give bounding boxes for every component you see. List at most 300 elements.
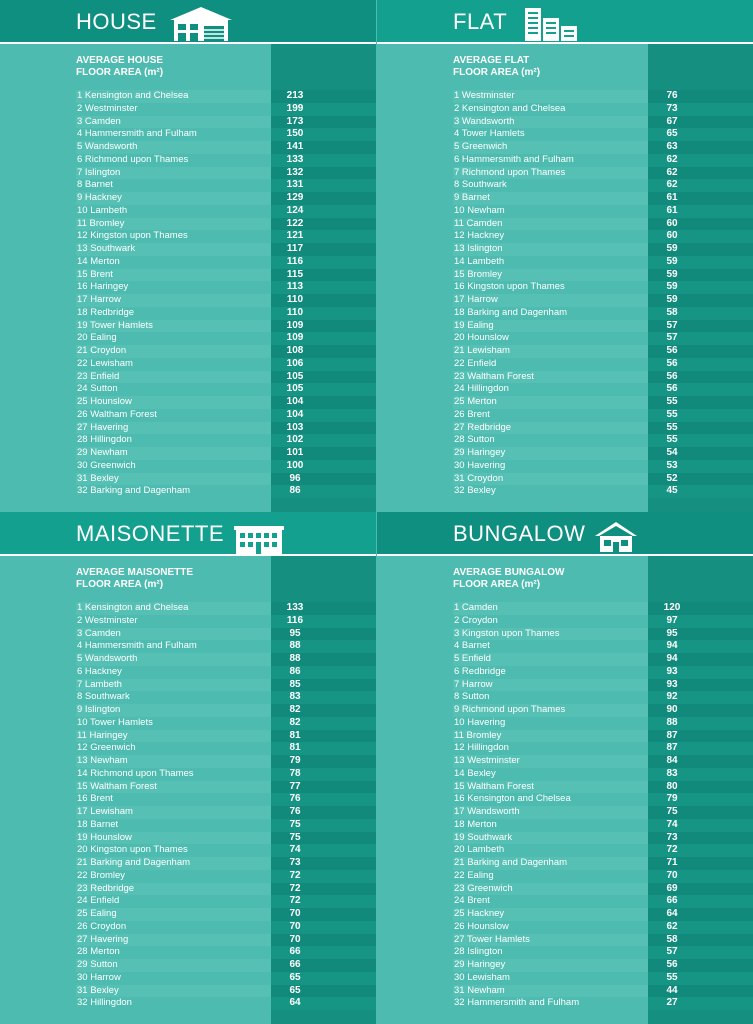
list-item — [377, 243, 753, 256]
list-item — [0, 409, 376, 422]
borough-label: 16 Brent — [77, 793, 113, 805]
borough-label: 24 Sutton — [77, 383, 118, 395]
floor-area-value: 104 — [286, 408, 304, 420]
borough-label: 16 Kensington and Chelsea — [454, 793, 571, 805]
floor-area-value: 81 — [289, 742, 301, 754]
floor-area-value: 72 — [289, 882, 301, 894]
list-item — [0, 819, 376, 832]
list-item — [377, 755, 753, 768]
borough-label: 29 Haringey — [454, 959, 506, 970]
borough-label: 31 Bexley — [77, 472, 119, 484]
borough-label: 20 Kingston upon Thames — [77, 844, 188, 856]
list-item — [377, 409, 753, 422]
floor-area-value: 55 — [666, 434, 678, 446]
borough-label: 12 Hackney — [454, 230, 505, 242]
borough-label: 30 Havering — [454, 459, 506, 471]
borough-label: 6 Redbridge — [454, 665, 506, 677]
borough-label: 1 Westminster — [454, 90, 515, 101]
floor-area-value: 77 — [289, 780, 301, 792]
list-item — [377, 640, 753, 653]
list-item — [377, 422, 753, 435]
floor-area-value: 94 — [666, 640, 678, 652]
borough-label: 20 Lambeth — [454, 844, 505, 856]
list-item — [377, 946, 753, 959]
list-item — [0, 320, 376, 333]
borough-label: 15 Brent — [77, 268, 113, 280]
list-item — [377, 485, 753, 498]
borough-label: 19 Hounslow — [77, 831, 132, 843]
panel-header — [0, 512, 376, 556]
panel-subtitle: AVERAGE HOUSE FLOOR AREA (m²) — [76, 55, 164, 78]
list-item — [0, 666, 376, 679]
borough-label: 32 Hammersmith and Fulham — [454, 997, 580, 1009]
borough-label: 20 Hounslow — [454, 332, 509, 344]
floor-area-value: 66 — [666, 895, 678, 907]
borough-label: 29 Sutton — [77, 959, 118, 970]
borough-label: 25 Hounslow — [77, 396, 132, 407]
borough-label: 31 Bexley — [77, 984, 119, 996]
borough-label: 2 Kensington and Chelsea — [454, 102, 566, 114]
floor-area-value: 67 — [666, 115, 678, 127]
floor-area-value: 95 — [289, 627, 301, 639]
floor-area-value: 97 — [666, 614, 678, 626]
floor-area-value: 63 — [666, 141, 678, 152]
borough-label: 14 Lambeth — [454, 255, 505, 267]
borough-label: 11 Bromley — [454, 729, 502, 741]
borough-label: 32 Bexley — [454, 485, 496, 497]
list-item — [377, 90, 753, 103]
list-item — [0, 485, 376, 498]
borough-label: 6 Hammersmith and Fulham — [454, 153, 574, 165]
list-item — [377, 717, 753, 730]
list-item — [0, 281, 376, 294]
borough-label: 19 Ealing — [454, 319, 494, 331]
list-item — [0, 742, 376, 755]
borough-label: 30 Harrow — [77, 971, 121, 983]
floor-area-value: 58 — [666, 933, 678, 945]
floor-area-value: 56 — [666, 370, 678, 382]
list-item — [0, 653, 376, 666]
borough-label: 19 Tower Hamlets — [77, 319, 153, 331]
list-item — [377, 383, 753, 396]
floor-area-value: 62 — [666, 920, 678, 932]
borough-label: 30 Greenwich — [77, 459, 136, 471]
list-item — [377, 447, 753, 460]
borough-label: 24 Enfield — [77, 895, 120, 907]
house-panel — [0, 0, 376, 512]
borough-label: 25 Merton — [454, 396, 497, 407]
borough-label: 12 Greenwich — [77, 742, 136, 754]
panel-title: FLAT — [453, 9, 508, 34]
list-item — [377, 806, 753, 819]
floor-area-value: 76 — [666, 90, 678, 101]
list-item — [0, 167, 376, 180]
list-item — [377, 653, 753, 666]
floor-area-value: 96 — [289, 472, 301, 484]
list-item — [377, 167, 753, 180]
floor-area-value: 64 — [289, 997, 301, 1009]
list-item — [377, 205, 753, 218]
list-item — [0, 205, 376, 218]
floor-area-value: 55 — [666, 971, 678, 983]
floor-area-value: 65 — [289, 971, 301, 983]
floor-area-value: 62 — [666, 153, 678, 165]
borough-label: 11 Haringey — [77, 729, 128, 741]
list-item — [0, 717, 376, 730]
list-item — [0, 908, 376, 921]
borough-label: 19 Southwark — [454, 831, 513, 843]
borough-label: 26 Brent — [454, 408, 490, 420]
list-item — [377, 768, 753, 781]
borough-label: 28 Merton — [77, 946, 120, 958]
list-item — [0, 422, 376, 435]
floor-area-value: 80 — [666, 780, 678, 792]
panel-title: MAISONETTE — [76, 521, 225, 546]
borough-label: 7 Richmond upon Thames — [454, 166, 566, 178]
borough-label: 3 Wandsworth — [454, 115, 515, 127]
list-item — [0, 844, 376, 857]
borough-label: 31 Croydon — [454, 472, 504, 484]
floor-area-value: 124 — [286, 204, 304, 216]
list-item — [0, 141, 376, 154]
floor-area-value: 213 — [286, 90, 304, 101]
list-item — [377, 218, 753, 231]
borough-label: 12 Hillingdon — [454, 742, 509, 754]
list-item — [0, 781, 376, 794]
floor-area-value: 57 — [666, 946, 678, 958]
borough-label: 22 Enfield — [454, 357, 497, 369]
floor-area-value: 120 — [663, 602, 681, 613]
floor-area-value: 59 — [666, 281, 678, 293]
list-item — [377, 294, 753, 307]
floor-area-value: 92 — [666, 691, 678, 703]
borough-label: 32 Barking and Dagenham — [77, 485, 191, 497]
floor-area-value: 84 — [666, 755, 678, 766]
floor-area-value: 73 — [666, 831, 678, 843]
floor-area-value: 59 — [666, 243, 678, 254]
floor-area-value: 57 — [666, 332, 678, 344]
list-item — [377, 883, 753, 896]
list-item — [0, 383, 376, 396]
list-item — [377, 192, 753, 205]
floor-area-value: 71 — [666, 857, 678, 868]
borough-label: 28 Hillingdon — [77, 434, 132, 446]
list-item — [0, 116, 376, 129]
floor-area-value: 105 — [286, 370, 304, 382]
list-item — [377, 870, 753, 883]
floor-area-value: 57 — [666, 319, 678, 331]
borough-label: 2 Westminster — [77, 614, 138, 626]
floor-area-value: 110 — [286, 306, 304, 318]
floor-area-value: 150 — [286, 128, 304, 140]
borough-label: 18 Barnet — [77, 818, 119, 830]
list-item — [377, 230, 753, 243]
list-item — [0, 294, 376, 307]
floor-area-value: 55 — [666, 421, 678, 433]
apartment-buildings-icon — [523, 4, 581, 42]
borough-label: 6 Hackney — [77, 665, 122, 677]
floor-area-value: 74 — [289, 844, 301, 856]
list-item — [377, 434, 753, 447]
borough-label: 15 Waltham Forest — [77, 780, 157, 792]
borough-label: 12 Kingston upon Thames — [77, 230, 188, 242]
list-item — [377, 320, 753, 333]
list-item — [0, 755, 376, 768]
borough-label: 25 Ealing — [77, 908, 117, 919]
list-item — [377, 730, 753, 743]
borough-label: 4 Hammersmith and Fulham — [77, 128, 197, 140]
borough-label: 21 Croydon — [77, 345, 127, 356]
list-item — [0, 704, 376, 717]
borough-label: 23 Waltham Forest — [454, 370, 534, 382]
list-item — [377, 679, 753, 692]
list-item — [0, 90, 376, 103]
list-item — [377, 371, 753, 384]
borough-label: 7 Lambeth — [77, 678, 122, 690]
floor-area-value: 69 — [666, 882, 678, 894]
floor-area-value: 83 — [666, 767, 678, 779]
borough-label: 27 Havering — [77, 933, 129, 945]
borough-label: 3 Camden — [77, 115, 121, 127]
borough-label: 13 Westminster — [454, 755, 520, 766]
floor-area-value: 133 — [286, 602, 304, 613]
floor-area-value: 83 — [289, 691, 301, 703]
borough-label: 27 Havering — [77, 421, 129, 433]
borough-label: 24 Brent — [454, 895, 490, 907]
borough-label: 6 Richmond upon Thames — [77, 153, 189, 165]
list-item — [0, 243, 376, 256]
floor-area-value: 61 — [666, 204, 678, 216]
borough-label: 2 Croydon — [454, 614, 498, 626]
list-item — [377, 997, 753, 1010]
floor-area-value: 116 — [286, 614, 304, 626]
list-item — [0, 345, 376, 358]
floor-area-value: 104 — [286, 396, 304, 407]
borough-label: 18 Redbridge — [77, 306, 135, 318]
list-item — [0, 179, 376, 192]
floor-area-value: 61 — [666, 192, 678, 203]
floor-area-value: 109 — [286, 319, 304, 331]
borough-label: 17 Harrow — [454, 294, 498, 305]
list-item — [377, 628, 753, 641]
list-item — [377, 116, 753, 129]
borough-label: 26 Croydon — [77, 920, 127, 932]
borough-label: 25 Hackney — [454, 908, 505, 919]
borough-label: 7 Harrow — [454, 678, 493, 690]
list-item — [0, 128, 376, 141]
floor-area-value: 66 — [289, 959, 301, 970]
list-item — [0, 793, 376, 806]
floor-area-value: 75 — [289, 818, 301, 830]
list-item — [377, 704, 753, 717]
borough-label: 10 Tower Hamlets — [77, 716, 153, 728]
list-item — [0, 460, 376, 473]
panel-header — [377, 512, 753, 556]
borough-label: 3 Kingston upon Thames — [454, 627, 560, 639]
floor-area-value: 58 — [666, 306, 678, 318]
list-item — [377, 832, 753, 845]
borough-label: 8 Sutton — [454, 691, 490, 703]
list-item — [377, 666, 753, 679]
list-item — [0, 640, 376, 653]
borough-label: 8 Barnet — [77, 179, 113, 191]
floor-area-value: 73 — [289, 857, 301, 868]
borough-label: 28 Sutton — [454, 434, 495, 446]
list-item — [377, 256, 753, 269]
list-item — [0, 972, 376, 985]
borough-label: 9 Barnet — [454, 192, 490, 203]
panel-header — [0, 0, 376, 44]
floor-area-value: 64 — [666, 908, 678, 919]
borough-label: 22 Ealing — [454, 869, 494, 881]
borough-label: 31 Newham — [454, 984, 505, 996]
borough-label: 29 Haringey — [454, 447, 506, 458]
floor-area-value: 52 — [666, 472, 678, 484]
floor-area-value: 87 — [666, 729, 678, 741]
floor-area-value: 53 — [666, 459, 678, 471]
floor-area-value: 70 — [289, 908, 301, 919]
floor-area-value: 75 — [666, 806, 678, 817]
list-item — [377, 793, 753, 806]
list-item — [377, 615, 753, 628]
borough-label: 15 Bromley — [454, 268, 503, 280]
borough-label: 13 Newham — [77, 755, 128, 766]
borough-label: 23 Greenwich — [454, 882, 513, 894]
borough-label: 5 Greenwich — [454, 141, 508, 152]
floor-area-value: 60 — [666, 230, 678, 242]
borough-label: 27 Tower Hamlets — [454, 933, 530, 945]
bungalow-panel — [377, 512, 753, 1024]
floor-area-value: 56 — [666, 959, 678, 970]
list-item — [0, 883, 376, 896]
floor-area-value: 55 — [666, 408, 678, 420]
floor-area-value: 86 — [289, 665, 301, 677]
list-item — [377, 473, 753, 486]
borough-label: 22 Lewisham — [77, 357, 133, 369]
list-item — [377, 921, 753, 934]
list-item — [0, 192, 376, 205]
list-item — [377, 895, 753, 908]
panel-subtitle: AVERAGE MAISONETTE FLOOR AREA (m²) — [76, 567, 194, 590]
borough-label: 4 Barnet — [454, 640, 490, 652]
borough-label: 10 Newham — [454, 204, 505, 216]
list-item — [0, 371, 376, 384]
borough-label: 8 Southwark — [77, 691, 130, 703]
list-item — [0, 895, 376, 908]
borough-label: 4 Tower Hamlets — [454, 128, 525, 140]
borough-label: 16 Haringey — [77, 281, 129, 293]
floor-area-value: 90 — [666, 704, 678, 715]
flat-panel — [377, 0, 753, 512]
bungalow-icon — [593, 516, 639, 554]
list-item — [0, 332, 376, 345]
borough-label: 3 Camden — [77, 627, 121, 639]
floor-area-value: 62 — [666, 179, 678, 191]
borough-label: 18 Barking and Dagenham — [454, 306, 568, 318]
floor-area-value: 74 — [666, 818, 678, 830]
floor-area-value: 54 — [666, 447, 678, 458]
list-item — [0, 857, 376, 870]
floor-area-value: 131 — [286, 179, 304, 191]
data-list — [377, 90, 753, 498]
borough-label: 26 Hounslow — [454, 920, 509, 932]
panel-subtitle: AVERAGE BUNGALOW FLOOR AREA (m²) — [453, 567, 565, 590]
floor-area-value: 56 — [666, 383, 678, 395]
maisonette-building-icon — [232, 516, 288, 556]
floor-area-value: 199 — [286, 102, 304, 114]
borough-label: 24 Hillingdon — [454, 383, 509, 395]
borough-label: 11 Bromley — [77, 217, 125, 229]
floor-area-value: 59 — [666, 268, 678, 280]
panel-subtitle: AVERAGE FLAT FLOOR AREA (m²) — [453, 55, 541, 78]
borough-label: 21 Barking and Dagenham — [77, 857, 191, 868]
floor-area-value: 79 — [289, 755, 301, 766]
borough-label: 5 Wandsworth — [77, 141, 138, 152]
list-item — [377, 985, 753, 998]
floor-area-value: 102 — [286, 434, 304, 446]
list-item — [377, 742, 753, 755]
floor-area-value: 82 — [289, 716, 301, 728]
borough-label: 28 Islington — [454, 946, 503, 958]
panel-header — [377, 0, 753, 44]
list-item — [0, 679, 376, 692]
floor-area-value: 108 — [286, 345, 304, 356]
list-item — [377, 602, 753, 615]
floor-area-value: 129 — [286, 192, 304, 203]
borough-label: 15 Waltham Forest — [454, 780, 534, 792]
floor-area-value: 173 — [286, 115, 304, 127]
borough-label: 14 Richmond upon Thames — [77, 767, 194, 779]
floor-area-value: 62 — [666, 166, 678, 178]
floor-area-value: 105 — [286, 383, 304, 395]
borough-label: 17 Lewisham — [77, 806, 133, 817]
floor-area-value: 117 — [286, 243, 304, 254]
floor-area-value: 113 — [286, 281, 304, 293]
floor-area-value: 72 — [289, 869, 301, 881]
floor-area-value: 65 — [289, 984, 301, 996]
borough-label: 10 Lambeth — [77, 204, 128, 216]
list-item — [0, 154, 376, 167]
floor-area-value: 87 — [666, 742, 678, 754]
floor-area-value: 116 — [286, 255, 304, 267]
borough-label: 1 Camden — [454, 602, 498, 613]
borough-label: 11 Camden — [454, 217, 503, 229]
list-item — [0, 985, 376, 998]
borough-label: 30 Lewisham — [454, 971, 510, 983]
list-item — [377, 281, 753, 294]
borough-label: 5 Enfield — [454, 653, 491, 664]
floor-area-value: 65 — [666, 128, 678, 140]
list-item — [377, 179, 753, 192]
borough-label: 5 Wandsworth — [77, 653, 138, 664]
list-item — [0, 218, 376, 231]
floor-area-value: 132 — [286, 166, 304, 178]
borough-label: 16 Kingston upon Thames — [454, 281, 565, 293]
borough-label: 21 Lewisham — [454, 345, 510, 356]
borough-label: 9 Richmond upon Thames — [454, 704, 566, 715]
list-item — [377, 691, 753, 704]
floor-area-value: 141 — [286, 141, 304, 152]
floor-area-value: 45 — [666, 485, 678, 497]
borough-label: 17 Harrow — [77, 294, 121, 305]
floor-area-value: 133 — [286, 153, 304, 165]
list-item — [377, 307, 753, 320]
list-item — [0, 997, 376, 1010]
floor-area-value: 75 — [289, 831, 301, 843]
floor-area-value: 122 — [286, 217, 304, 229]
borough-label: 4 Hammersmith and Fulham — [77, 640, 197, 652]
floor-area-value: 76 — [289, 793, 301, 805]
